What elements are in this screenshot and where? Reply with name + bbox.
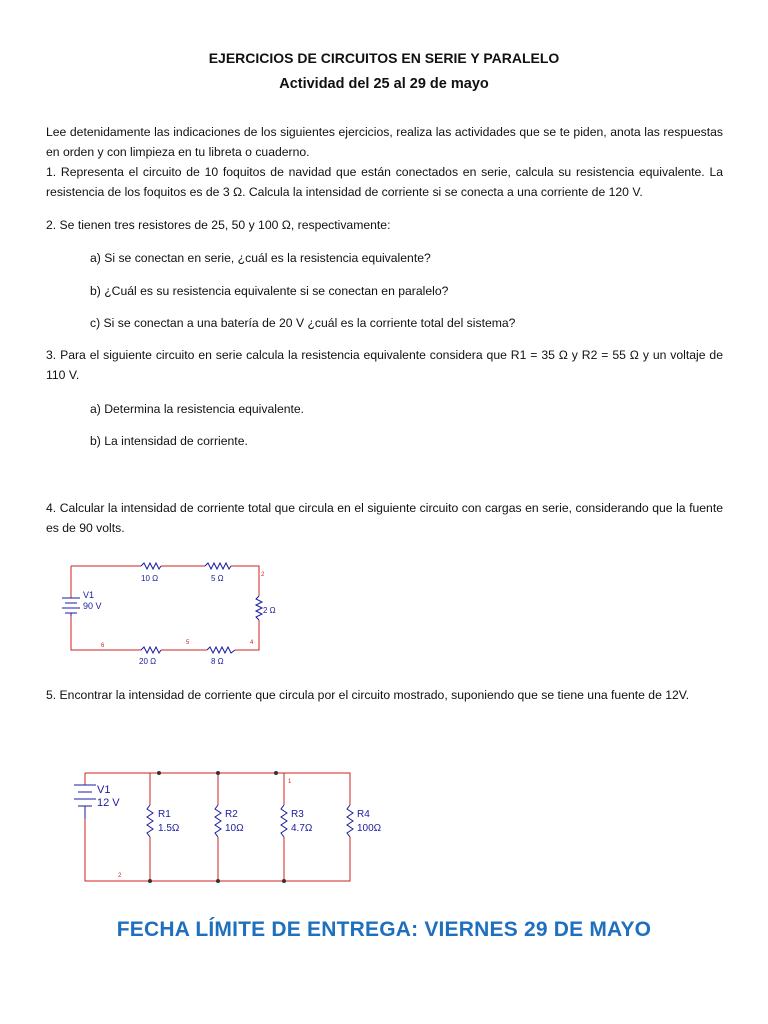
page-subtitle: Actividad del 25 al 29 de mayo — [279, 76, 489, 92]
intro-paragraph: Lee detenidamente las indicaciones de los siguientes ejercicios, realiza las actividades que se te piden, anota las respuestas en orden y con limpieza en tu libreta o cuaderno. — [46, 125, 723, 159]
node-label-d: 6 — [101, 643, 105, 649]
node-top-label: 1 — [288, 779, 292, 785]
r1-value-label: 1.5Ω — [158, 823, 180, 834]
resistor-2-icon — [256, 596, 262, 620]
resistor-20-icon — [141, 647, 161, 653]
resistor-r4-icon — [347, 805, 353, 837]
exercise-2-item-a: a) Si se conectan en serie, ¿cuál es la resistencia equivalente? — [90, 251, 431, 265]
parallel-circuit-diagram — [70, 765, 390, 890]
resistor-r3-icon — [281, 805, 287, 837]
node-label-c: 5 — [186, 640, 190, 646]
node-label-a: 2 — [261, 572, 265, 578]
r-top1-label: 10 Ω — [141, 574, 159, 583]
resistor-5-icon — [205, 563, 231, 569]
r-bot1-label: 20 Ω — [139, 657, 157, 666]
exercise-3-item-b: b) La intensidad de corriente. — [90, 434, 248, 448]
source-value-label: 12 V — [97, 797, 120, 809]
r2-name-label: R2 — [225, 809, 238, 820]
node-bottom-label: 2 — [118, 873, 122, 879]
r4-value-label: 100Ω — [357, 823, 382, 834]
exercise-2-item-b: b) ¿Cuál es su resistencia equivalente si se conectan en paralelo? — [90, 284, 449, 298]
source-name-label: V1 — [97, 784, 111, 796]
r-top2-label: 5 Ω — [211, 574, 224, 583]
resistor-8-icon — [207, 647, 235, 653]
exercise-4-text: 4. Calcular la intensidad de corriente total que circula en el siguiente circuito con cargas en serie, considerando que la fuente es de 90 volts. — [46, 501, 723, 535]
exercise-2-text: 2. Se tienen tres resistores de 25, 50 y 100 Ω, respectivamente: — [46, 218, 391, 232]
node-label-b: 4 — [250, 640, 254, 646]
r-bot2-label: 8 Ω — [211, 657, 224, 666]
page-title: EJERCICIOS DE CIRCUITOS EN SERIE Y PARALELO — [208, 50, 560, 66]
exercise-1-text: 1. Representa el circuito de 10 foquitos de navidad que están conectados en serie, calcula su resistencia equivalente. La resistencia de los foquitos es de 3 Ω. Calcula la intensidad de corriente si se conecta a una corriente de 120 V. — [46, 165, 723, 199]
deadline-banner: FECHA LÍMITE DE ENTREGA: VIERNES 29 DE MAYO — [116, 918, 652, 941]
r4-name-label: R4 — [357, 809, 370, 820]
r-right-label: 2 Ω — [263, 606, 276, 615]
r2-value-label: 10Ω — [225, 823, 244, 834]
exercise-3-text: 3. Para el siguiente circuito en serie calcula la resistencia equivalente considera que R1 = 35 Ω y R2 = 55 Ω y un voltaje de 110 V. — [46, 348, 723, 382]
exercise-2-item-c: c) Si se conectan a una batería de 20 V ¿cuál es la corriente total del sistema? — [90, 316, 516, 330]
r3-name-label: R3 — [291, 809, 304, 820]
resistor-10-icon — [141, 563, 161, 569]
source-value-label: 90 V — [83, 601, 102, 611]
exercise-3-item-a: a) Determina la resistencia equivalente. — [90, 402, 305, 416]
series-circuit-diagram — [55, 558, 285, 668]
exercise-5-text: 5. Encontrar la intensidad de corriente que circula por el circuito mostrado, suponiendo que se tiene una fuente de 12V. — [46, 688, 690, 702]
r3-value-label: 4.7Ω — [291, 823, 313, 834]
source-name-label: V1 — [83, 590, 95, 600]
resistor-r2-icon — [215, 805, 221, 837]
r1-name-label: R1 — [158, 809, 171, 820]
resistor-r1-icon — [147, 805, 153, 837]
